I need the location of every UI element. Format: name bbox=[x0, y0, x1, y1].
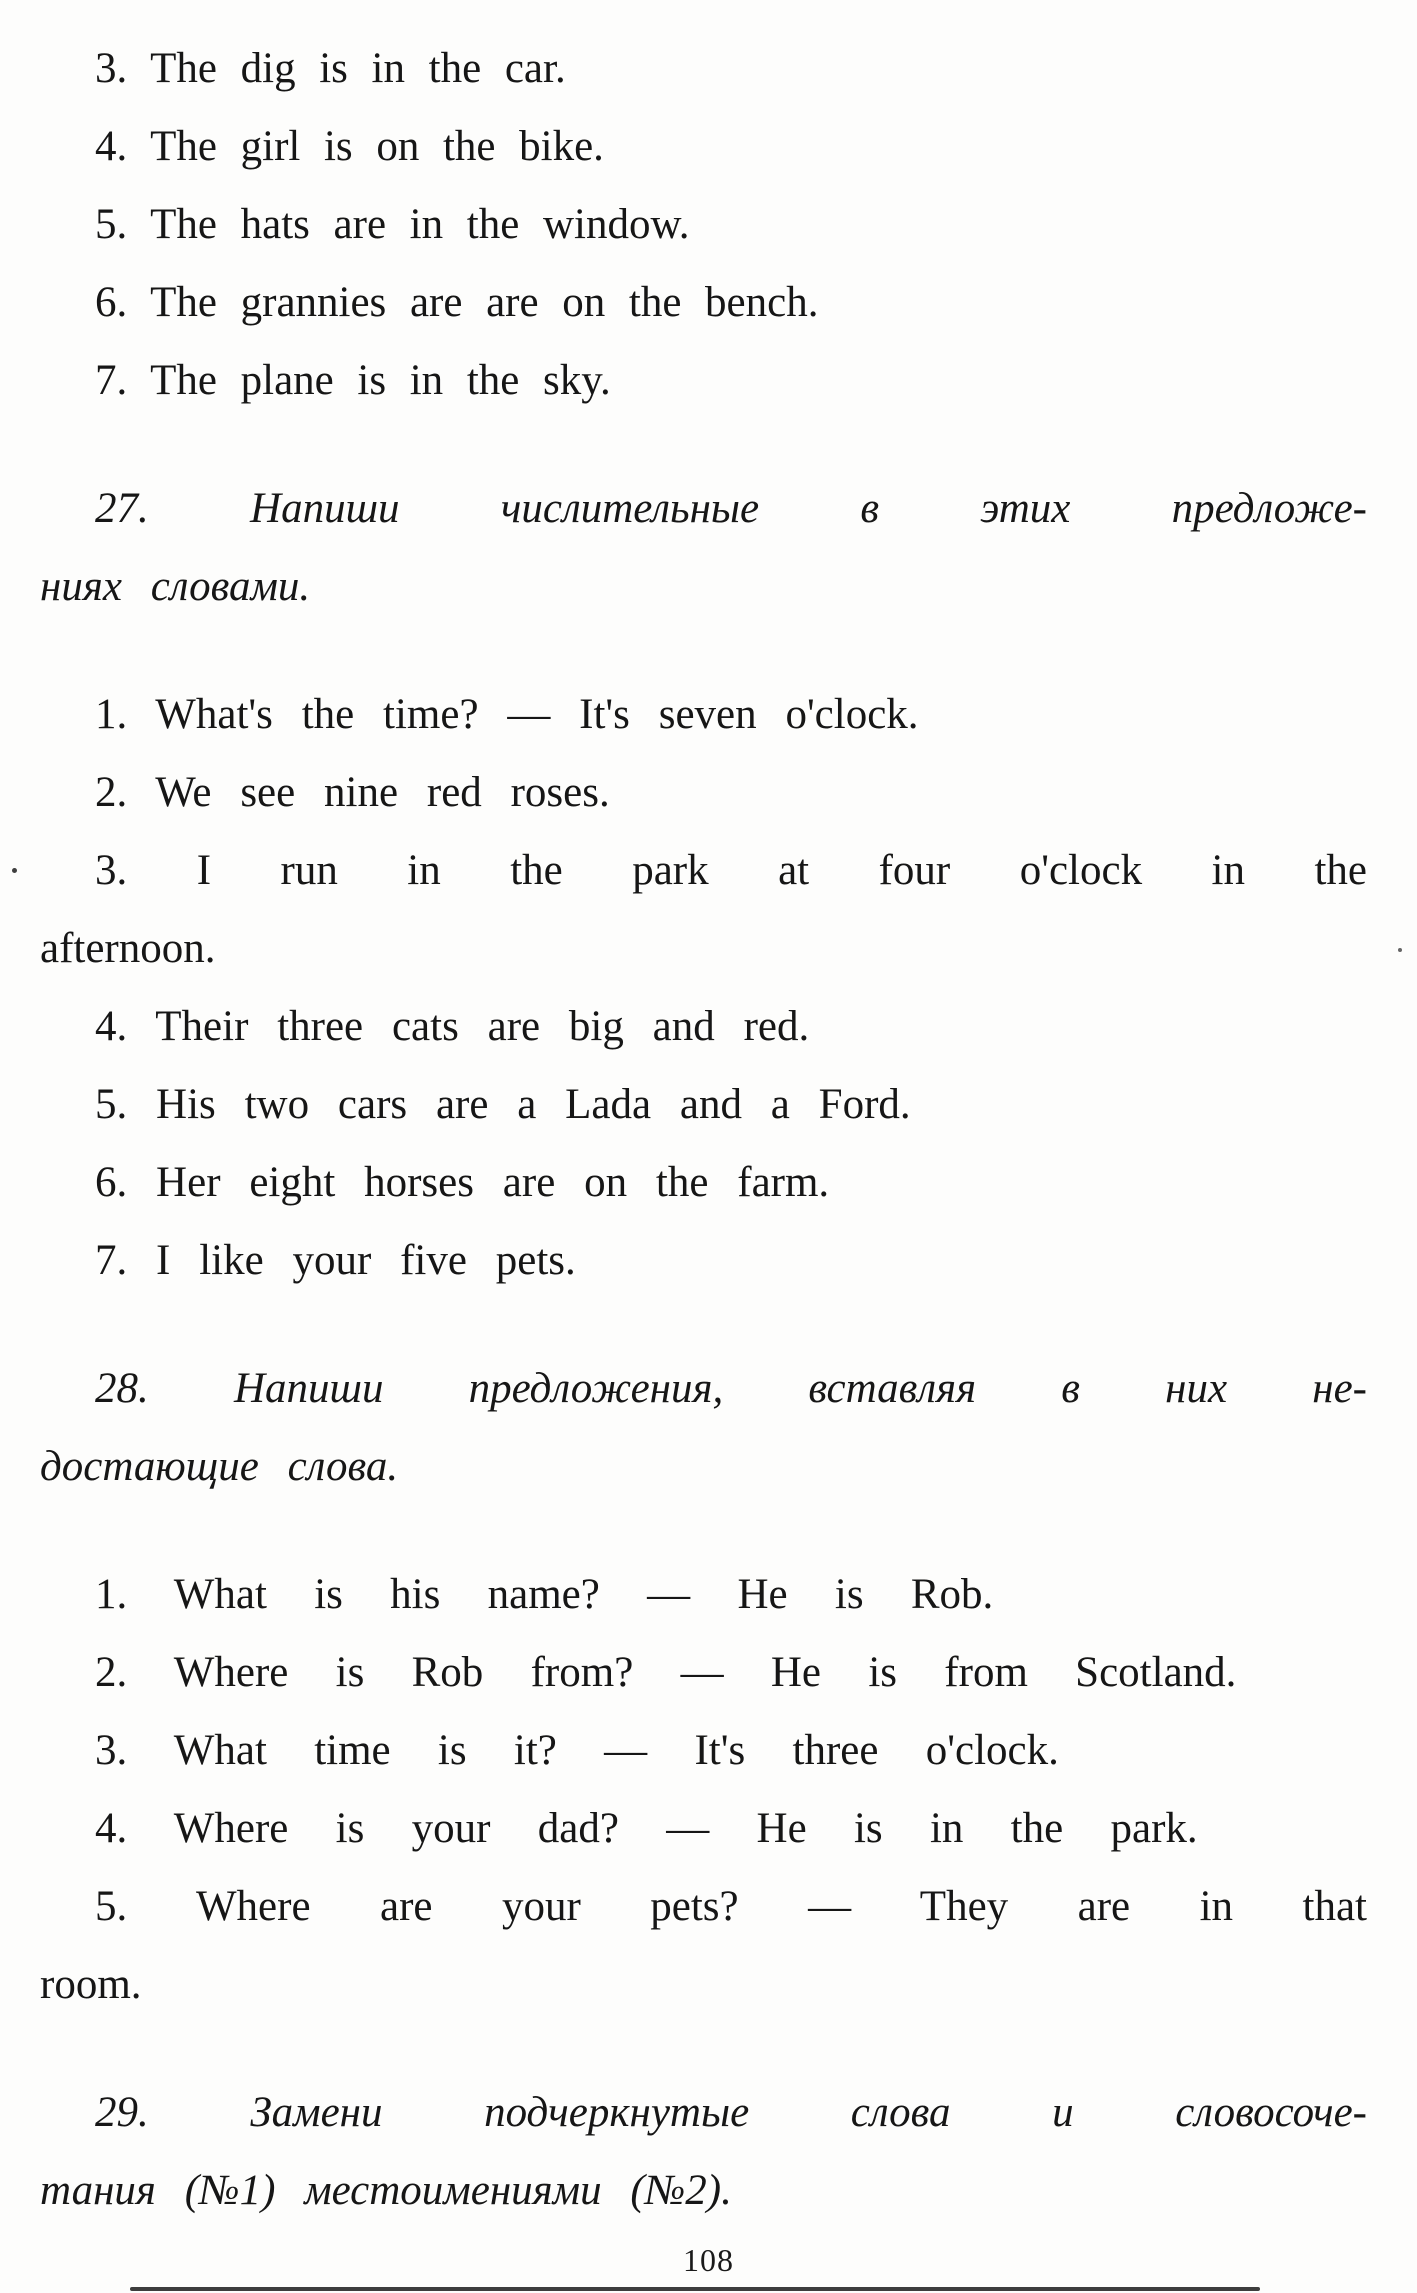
exercise-heading-line: 27. Напиши числительные в этих предложе- bbox=[95, 485, 1367, 532]
list-item: 7. The plane is in the sky. bbox=[95, 357, 611, 404]
list-item: 1. What is his name? — He is Rob. bbox=[95, 1571, 994, 1618]
list-item: 5. His two cars are a Lada and a Ford. bbox=[95, 1081, 911, 1128]
exercise-heading-line: 29. Замени подчеркнутые слова и словосоче- bbox=[95, 2089, 1367, 2136]
list-item: 4. The girl is on the bike. bbox=[95, 123, 604, 170]
exercise-heading-line: ниях словами. bbox=[40, 563, 311, 610]
list-item: 6. Her eight horses are on the farm. bbox=[95, 1159, 830, 1206]
exercise-heading-line: 28. Напиши предложения, вставляя в них не- bbox=[95, 1365, 1367, 1412]
list-item: 7. I like your five pets. bbox=[95, 1237, 576, 1284]
exercise-27-list bbox=[40, 676, 1367, 1300]
list-item: 2. We see nine red roses. bbox=[95, 769, 610, 816]
list-item-wrap: afternoon. bbox=[40, 925, 216, 972]
scan-artifact-dot bbox=[1398, 948, 1402, 952]
list-item: 6. The grannies are are on the bench. bbox=[95, 279, 819, 326]
exercise-heading-line: достающие слова. bbox=[40, 1443, 399, 1490]
exercise-29-heading bbox=[40, 2074, 1367, 2230]
list-item: 4. Where is your dad? — He is in the park. bbox=[95, 1805, 1198, 1852]
list-item: 3. I run in the park at four o'clock in the bbox=[95, 847, 1367, 894]
list-item: 4. Their three cats are big and red. bbox=[95, 1003, 810, 1050]
list-item: 5. The hats are in the window. bbox=[95, 201, 690, 248]
list-item: 1. What's the time? — It's seven o'clock. bbox=[95, 691, 919, 738]
exercise-27-heading bbox=[40, 470, 1367, 626]
scan-artifact-edge-line bbox=[130, 2287, 1260, 2291]
previous-exercise-list bbox=[40, 30, 1367, 420]
list-item: 3. The dig is in the car. bbox=[95, 45, 566, 92]
list-item-wrap: room. bbox=[40, 1961, 142, 2008]
page-number: 108 bbox=[683, 2242, 734, 2278]
exercise-28-list bbox=[40, 1556, 1367, 2024]
exercise-28-heading bbox=[40, 1350, 1367, 1506]
list-item: 3. What time is it? — It's three o'clock. bbox=[95, 1727, 1059, 1774]
exercise-heading-line: тания (№1) местоимениями (№2). bbox=[40, 2167, 732, 2214]
list-item: 5. Where are your pets? — They are in that bbox=[95, 1883, 1367, 1930]
scan-artifact-dot bbox=[12, 868, 17, 873]
list-item: 2. Where is Rob from? — He is from Scotland. bbox=[95, 1649, 1237, 1696]
